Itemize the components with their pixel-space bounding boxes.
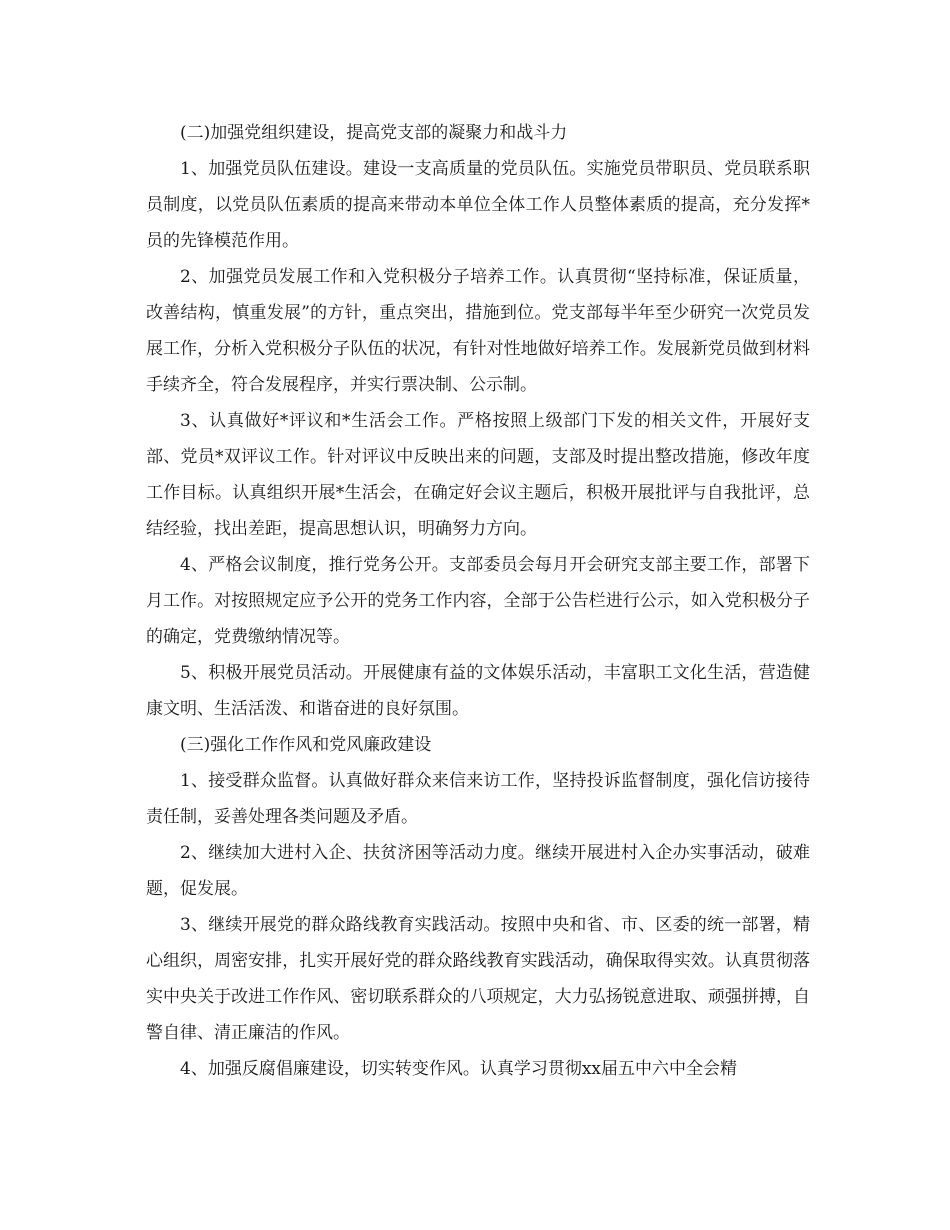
paragraph-3: 3、认真做好*评议和*生活会工作。严格按照上级部门下发的相关文件，开展好支部、党员*双评议工作。针对评议中反映出来的问题，支部及时提出整改措施，修改年度工作目标。认真组织开展*生活会，在确定好会议主题后，积极开展批评与自我批评，总结经验，找出差距，提高思想认识，明确努力方向。 (146, 411, 810, 539)
paragraph-5: 5、积极开展党员活动。开展健康有益的文体娱乐活动，丰富职工文化生活，营造健康文明、生活活泼、和谐奋进的良好氛围。 (146, 663, 810, 719)
paragraph-2: 2、加强党员发展工作和入党积极分子培养工作。认真贯彻“坚持标准，保证质量，改善结构，慎重发展”的方针，重点突出，措施到位。党支部每半年至少研究一次党员发展工作，分析入党积极分子队伍的状况，有针对性地做好培养工作。发展新党员做到材料手续齐全，符合发展程序，并实行票决制、公示制。 (146, 267, 810, 395)
paragraph-4: 4、严格会议制度，推行党务公开。支部委员会每月开会研究支部主要工作，部署下月工作。对按照规定应予公开的党务工作内容，全部于公告栏进行公示，如入党积极分子的确定，党费缴纳情况等。 (146, 555, 810, 647)
section-heading-2: (二)加强党组织建设，提高党支部的凝聚力和战斗力 (180, 123, 568, 143)
paragraph-7: 2、继续加大进村入企、扶贫济困等活动力度。继续开展进村入企办实事活动，破难题，促发展。 (146, 843, 810, 899)
paragraph-6: 1、接受群众监督。认真做好群众来信来访工作，坚持投诉监督制度，强化信访接待责任制，妥善处理各类问题及矛盾。 (146, 771, 810, 827)
section-heading-3: (三)强化工作作风和党风廉政建设 (180, 735, 432, 755)
paragraph-9: 4、加强反腐倡廉建设，切实转变作风。认真学习贯彻xx届五中六中全会精 (180, 1059, 737, 1079)
document-body (146, 115, 810, 1087)
paragraph-8: 3、继续开展党的群众路线教育实践活动。按照中央和省、市、区委的统一部署，精心组织，周密安排，扎实开展好党的群众路线教育实践活动，确保取得实效。认真贯彻落实中央关于改进工作作风、密切联系群众的八项规定，大力弘扬锐意进取、顽强拼搏，自警自律、清正廉洁的作风。 (146, 915, 810, 1043)
paragraph-1: 1、加强党员队伍建设。建设一支高质量的党员队伍。实施党员带职员、党员联系职员制度，以党员队伍素质的提高来带动本单位全体工作人员整体素质的提高，充分发挥*员的先锋模范作用。 (146, 159, 810, 251)
